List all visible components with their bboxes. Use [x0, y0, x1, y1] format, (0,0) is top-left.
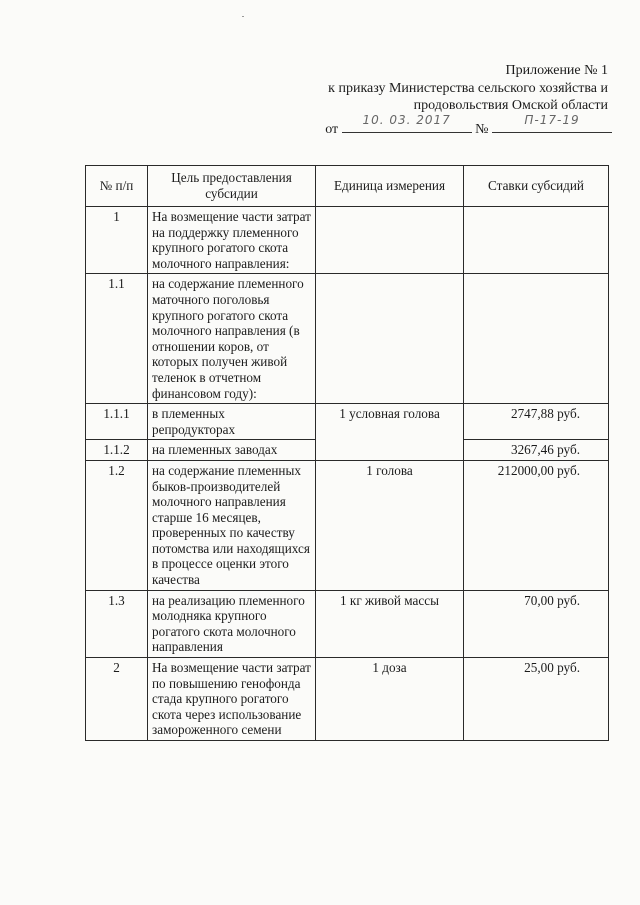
number-prefix: №: [475, 122, 489, 137]
handwritten-date: 10. 03. 2017: [362, 113, 451, 127]
order-reference: к приказу Министерства сельского хозяйства и: [328, 80, 608, 96]
row-rate: 70,00 руб.: [464, 590, 609, 657]
row-number: 1.3: [86, 590, 148, 657]
row-unit: [316, 207, 464, 274]
header-unit: Единица измерения: [316, 166, 464, 207]
table-row: [86, 590, 609, 657]
row-unit: 1 условная голова: [316, 404, 464, 461]
order-date-number: [325, 113, 612, 138]
row-number: 1.2: [86, 460, 148, 590]
row-rate: [464, 207, 609, 274]
row-number: 1.1.1: [86, 404, 148, 440]
scan-speck: [242, 16, 244, 17]
handwritten-number: П-17-19: [524, 113, 580, 127]
row-number: 1: [86, 207, 148, 274]
row-number: 1.1.2: [86, 440, 148, 461]
row-number: 2: [86, 658, 148, 741]
number-field: [492, 113, 612, 133]
header-number: № п/п: [86, 166, 148, 207]
table-row: [86, 274, 609, 404]
row-goal: в племенных репродукторах: [148, 404, 316, 440]
header-rate: Ставки субсидий: [464, 166, 609, 207]
row-goal: На возмещение части затрат по повышению генофонда стада крупного рогатого скота через использование замороженного семени: [148, 658, 316, 741]
row-rate: 2747,88 руб.: [464, 404, 609, 440]
row-rate: 3267,46 руб.: [464, 440, 609, 461]
row-goal: на содержание племенного маточного поголовья крупного рогатого скота молочного направления (в отношении коров, от которых получен живой теленок в отчетном финансовом году):: [148, 274, 316, 404]
table-row: [86, 207, 609, 274]
row-goal: на племенных заводах: [148, 440, 316, 461]
appendix-title: Приложение № 1: [505, 63, 608, 78]
table-row: [86, 460, 609, 590]
row-unit: 1 доза: [316, 658, 464, 741]
row-unit: 1 голова: [316, 460, 464, 590]
ministry-name: продовольствия Омской области: [413, 98, 608, 113]
row-goal: на реализацию племенного молодняка крупного рогатого скота молочного направления: [148, 590, 316, 657]
table-header-row: [86, 166, 609, 207]
subsidy-rates-table: [85, 165, 609, 741]
appendix-header: [328, 62, 608, 115]
row-unit: [316, 274, 464, 404]
table-row: [86, 404, 609, 440]
header-goal: Цель предоставления субсидии: [148, 166, 316, 207]
row-rate: 25,00 руб.: [464, 658, 609, 741]
row-unit: 1 кг живой массы: [316, 590, 464, 657]
date-field: [342, 113, 472, 133]
row-goal: На возмещение части затрат на поддержку племенного крупного рогатого скота молочного направления:: [148, 207, 316, 274]
row-number: 1.1: [86, 274, 148, 404]
row-rate: 212000,00 руб.: [464, 460, 609, 590]
date-prefix: от: [325, 122, 339, 137]
table-row: [86, 658, 609, 741]
row-goal: на содержание племенных быков-производителей молочного направления старше 16 месяцев, проверенных по качеству потомства или находящихся в процессе оценки этого качества: [148, 460, 316, 590]
row-rate: [464, 274, 609, 404]
